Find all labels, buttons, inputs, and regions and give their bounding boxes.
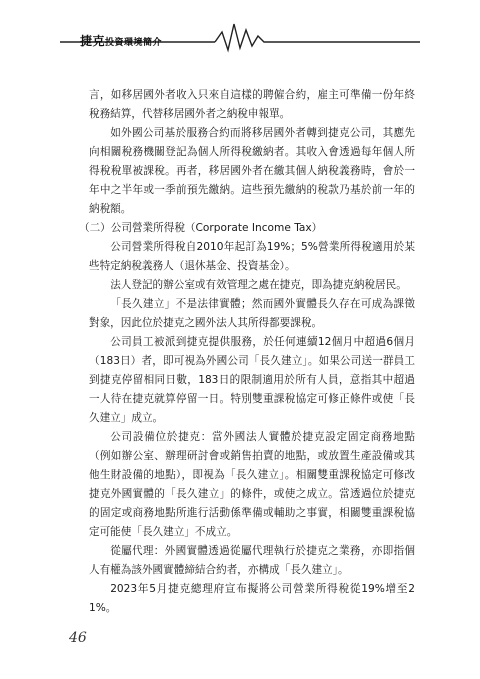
header-title-main: 捷克 xyxy=(80,34,106,48)
page-header xyxy=(0,0,480,50)
paragraph-employees: 公司員工被派到捷克提供服務，於任何連續12個月中超過6個月（183日）者，即可視為外國公司「長久建立」。如果公司送一群員工到捷克停留相同日數，183日的限制適用於所有人員，意指其中超過一人待在捷克就算停留一日。特別雙重課稅協定可修正條件或使「長久建立」成立。 xyxy=(89,336,415,424)
page-number: 46 xyxy=(69,630,87,646)
paragraph-rate-increase: 2023年5月捷克總理府宣布擬將公司營業所得稅從19%增至21%。 xyxy=(89,583,415,614)
page-content xyxy=(79,86,415,618)
paragraph-permanent-establishment: 「長久建立」不是法律實體；然而國外實體長久存在可成為課徵對象，因此位於捷克之國外法人其所得都要課稅。 xyxy=(89,298,415,329)
header-wave-decoration xyxy=(0,18,480,54)
paragraph-equipment: 公司設備位於捷克：當外國法人實體於捷克設定固定商務地點（例如辦公室、辦理研討會或銷售拍賣的地點，或放置生產設備或其他生財設備的地點），即視為「長久建立」。相關雙重課稅協定可修改捷克外國實體的「長久建立」的條件，或使之成立。當透過位於捷克的固定或商務地點所進行活動係準備或輔助之事實，相關雙重課稅協定可能使「長久建立」不成立。 xyxy=(89,431,415,538)
paragraph-residency: 法人登記的辦公室或有效管理之處在捷克，即為捷克納稅居民。 xyxy=(110,279,407,291)
paragraph-registration: 如外國公司基於服務合約而將移居國外者轉到捷克公司，其應先向相關稅務機關登記為個人所得稅繳納者。其收入會透過每年個人所得稅稅單被課稅。再者，移居國外者在繳其個人納稅義務時，會於一年中之半年或一季前預先繳納。這些預先繳納的稅款乃基於前一年的納稅額。 xyxy=(89,127,415,215)
paragraph-dependent-agent: 從屬代理：外國實體透過從屬代理執行於捷克之業務，亦即指個人有權為該外國實體締結合約者，亦構成「長久建立」。 xyxy=(89,545,415,576)
paragraph-continuation: 言，如移居國外者收入只來自這樣的聘僱合約，雇主可準備一份年終稅務結算，代替移居國外者之納稅申報單。 xyxy=(89,89,415,120)
header-title-sub: 投資環境簡介 xyxy=(105,38,163,48)
header-title xyxy=(80,32,162,49)
paragraph-tax-rate: 公司營業所得稅自2010年起訂為19%；5%營業所得稅適用於某些特定納稅義務人（退休基金、投資基金）。 xyxy=(89,241,415,272)
section-heading: （二）公司營業所得稅（Corporate Income Tax） xyxy=(79,222,323,234)
